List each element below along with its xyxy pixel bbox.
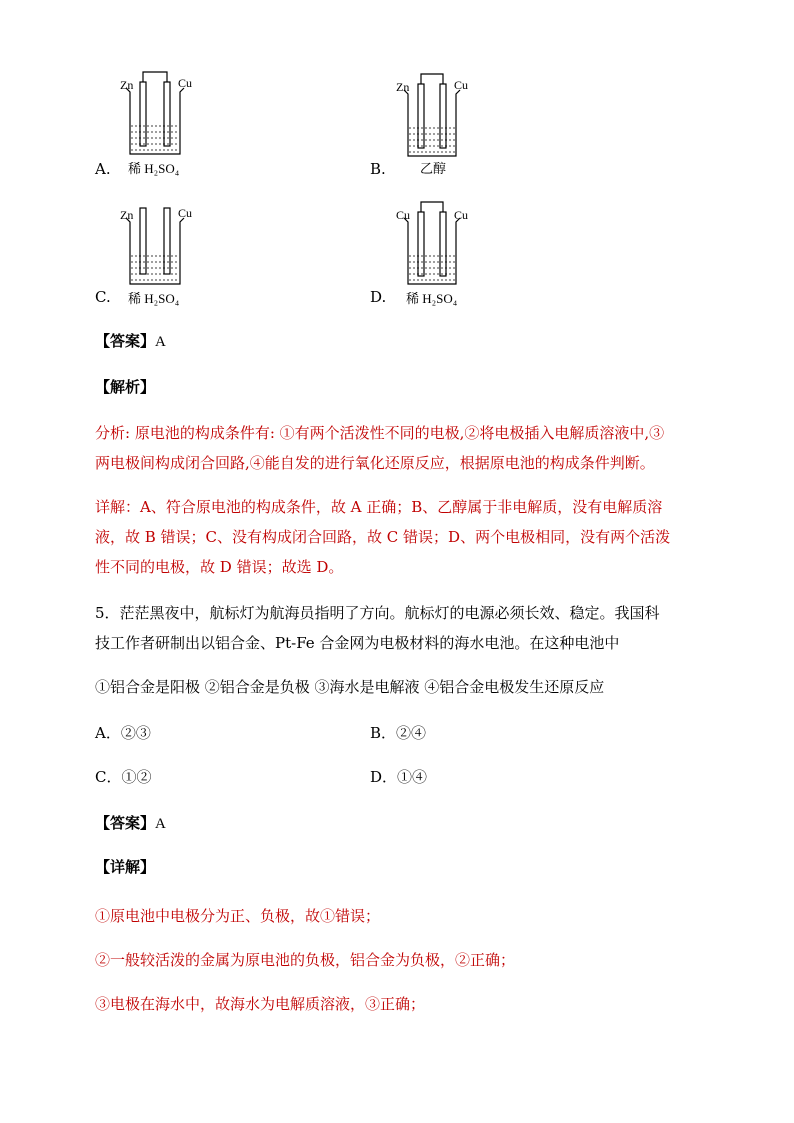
q4-detail-line-2: 液，故 B 错误；C、没有构成闭合回路，故 C 错误；D、两个电极相同，没有两个活泼	[95, 528, 671, 546]
q5-option-b-text: ②④	[396, 724, 427, 742]
option-d-letter: D.	[370, 288, 387, 306]
q5-option-d	[370, 762, 427, 792]
beaker-a-left-label: Zn	[120, 78, 134, 92]
q5-answer-label: 【答案】	[95, 814, 156, 832]
cell-d-diagram	[388, 196, 488, 291]
q4-analysis-text	[95, 418, 715, 478]
option-a-letter: A.	[95, 160, 111, 178]
q4-detail-line-3: 性不同的电极，故 D 错误；故选 D。	[95, 558, 344, 576]
q5-detail-text	[95, 894, 715, 1026]
beaker-d-right-label: Cu	[454, 208, 469, 222]
beaker-d	[388, 196, 488, 308]
beaker-b-left-label: Zn	[396, 80, 410, 94]
q5-detail-line-2: ②一般较活泼的金属为原电池的负极，铝合金为负极，②正确；	[95, 951, 516, 969]
q4-analysis-line-2: 两电极间构成闭合回路,④能自发的进行氧化还原反应，根据原电池的构成条件判断。	[95, 454, 655, 472]
q4-detail-text	[95, 492, 715, 582]
q5-option-b	[370, 718, 426, 748]
beaker-b-right-label: Cu	[454, 78, 469, 92]
q4-detail-line-1: 详解：A、符合原电池的构成条件，故 A 正确；B、乙醇属于非电解质，没有电解质溶	[95, 498, 663, 516]
beaker-c	[112, 196, 212, 308]
cell-b-diagram	[388, 68, 488, 163]
q5-statements: ①铝合金是阳极 ②铝合金是负极 ③海水是电解液 ④铝合金电极发生还原反应	[95, 678, 605, 696]
q5-detail-line-3: ③电极在海水中，故海水为电解质溶液，③正确；	[95, 995, 426, 1013]
beaker-d-solution: 稀 H₂SO₄	[406, 291, 458, 306]
q5-option-d-text: ①④	[397, 768, 428, 786]
q5-detail-line-1: ①原电池中电极分为正、负极，故①错误；	[95, 907, 381, 925]
q4-answer-value: A	[155, 334, 166, 350]
q4-answer	[95, 330, 166, 351]
q5-option-b-letter: B．	[370, 724, 397, 742]
cell-a-diagram	[112, 66, 212, 161]
q5-stem-line-2: 技工作者研制出以铝合金、Pt-Fe 合金网为电极材料的海水电池。在这种电池中	[95, 634, 620, 652]
q5-option-c	[95, 762, 152, 792]
option-b-letter: B.	[370, 160, 386, 178]
beaker-c-right-label: Cu	[178, 206, 193, 220]
beaker-b	[388, 68, 488, 180]
option-c-letter: C.	[95, 288, 111, 306]
q5-option-a-text: ②③	[120, 724, 151, 742]
q5-answer-value: A	[155, 816, 166, 832]
q4-analysis-label: 【解析】	[95, 378, 156, 396]
cell-c-diagram	[112, 196, 212, 291]
q5-option-c-letter: C．	[95, 768, 122, 786]
q5-answer	[95, 812, 166, 833]
beaker-a-right-label: Cu	[178, 76, 193, 90]
q5-option-c-text: ①②	[121, 768, 152, 786]
q5-option-a	[95, 718, 151, 748]
q4-answer-label: 【答案】	[95, 332, 156, 350]
beaker-c-solution: 稀 H₂SO₄	[128, 291, 180, 306]
q5-detail-label: 【详解】	[95, 858, 156, 876]
q4-analysis-line-1: 分析: 原电池的构成条件有: ①有两个活泼性不同的电极,②将电极插入电解质溶液中,③	[95, 424, 665, 442]
beaker-a	[112, 66, 212, 178]
q5-option-d-letter: D．	[370, 768, 398, 786]
q5-stem-line-1: 5．茫茫黑夜中，航标灯为航海员指明了方向。航标灯的电源必须长效、稳定。我国科	[95, 604, 660, 622]
beaker-d-left-label: Cu	[396, 208, 411, 222]
q5-stem	[95, 598, 715, 658]
beaker-c-left-label: Zn	[120, 208, 134, 222]
beaker-a-solution: 稀 H₂SO₄	[128, 161, 180, 176]
q5-option-a-letter: A．	[95, 724, 121, 742]
beaker-b-solution: 乙醇	[420, 161, 447, 176]
